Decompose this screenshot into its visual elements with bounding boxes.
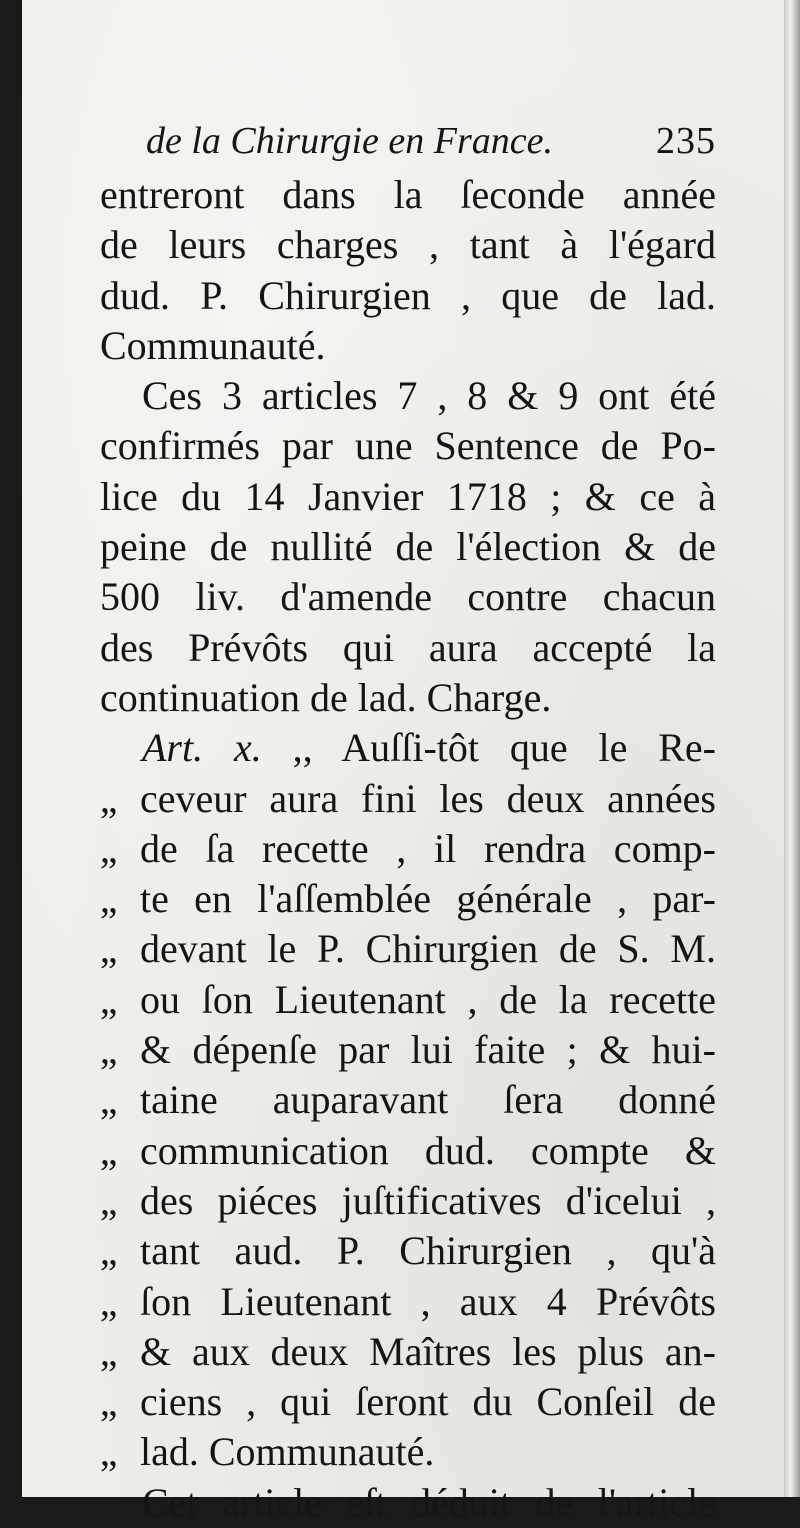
text-line: tant aud. P. Chirurgien , qu'à [140, 1228, 716, 1274]
quote-mark: ,, [100, 1429, 116, 1475]
quoted-line [100, 1025, 716, 1075]
running-header [100, 112, 716, 170]
quote-mark: ,, [100, 876, 116, 922]
quote-mark: ,, [100, 775, 116, 821]
quoted-line [100, 1277, 716, 1327]
text-line: ou ſon Lieutenant , de la recette [140, 976, 716, 1022]
quoted-line [100, 824, 716, 874]
text-line: Ces 3 articles 7 , 8 & 9 ont été [142, 373, 716, 419]
quoted-line [100, 1226, 716, 1276]
quoted-line [100, 774, 716, 824]
text-line: te en l'aſſemblée générale , par- [140, 876, 716, 922]
quoted-line [100, 874, 716, 924]
quote-mark: ,, [100, 1177, 116, 1223]
quoted-article-text [100, 774, 716, 1478]
text-line: confirmés par une Sentence de Po- [100, 423, 716, 469]
quote-mark: ,, [100, 1278, 116, 1324]
quote-mark: ,, [100, 976, 116, 1022]
quote-mark: ,, [100, 926, 116, 972]
quoted-line [100, 1427, 716, 1477]
quote-mark: ,, [100, 1027, 116, 1073]
text-line: de leurs charges , tant à l'égard [100, 222, 716, 268]
page-edge [784, 0, 800, 1497]
article-heading-line [100, 723, 716, 773]
text-line: Communauté. [100, 322, 326, 368]
text-line: dud. P. Chirurgien , que de lad. [100, 272, 716, 318]
quoted-line [100, 1327, 716, 1377]
quoted-line [100, 1126, 716, 1176]
running-title: de la Chirurgie en France. [146, 120, 554, 162]
text-line: entreront dans la ſeconde année [100, 172, 716, 217]
quoted-line [100, 924, 716, 974]
quoted-line [100, 1377, 716, 1427]
text-line: des Prévôts qui aura accepté la [100, 624, 716, 670]
quote-mark: ,, [100, 1127, 116, 1173]
quote-mark: ,, [100, 1379, 116, 1425]
text-line: peine de nullité de l'élection & de [100, 524, 716, 570]
text-line: & dépenſe par lui faite ; & hui- [140, 1027, 716, 1073]
text-line: & aux deux Maîtres les plus an- [140, 1328, 716, 1374]
text-line: Cet article eſt déduit de l'article [142, 1479, 716, 1525]
article-label: Art. x. [142, 725, 262, 771]
quote-mark: ,, [100, 1228, 116, 1274]
text-line: communication dud. compte & [140, 1127, 716, 1173]
text-line: 500 liv. d'amende contre chacun [100, 574, 716, 620]
text-line: lad. Communauté. [140, 1429, 435, 1475]
quote-mark: ,, [100, 825, 116, 871]
quote-mark: ,, [100, 1077, 116, 1123]
text-line: ceveur aura fini les deux années [140, 775, 716, 821]
text-line: des piéces juſtificatives d'icelui , [140, 1177, 716, 1223]
text-line: taine auparavant ſera donné [140, 1077, 716, 1123]
body-text [100, 112, 716, 1528]
quoted-line [100, 1075, 716, 1125]
text-line: devant le P. Chirurgien de S. M. [140, 926, 716, 972]
text-line: ſon Lieutenant , aux 4 Prévôts [140, 1278, 716, 1324]
quoted-line [100, 1176, 716, 1226]
text-line: de ſa recette , il rendra comp- [140, 825, 716, 871]
text-line: continuation de lad. Charge. [100, 674, 552, 720]
text-line: ,, Auſſi-tôt que le Re- [292, 725, 716, 771]
text-line: lice du 14 Janvier 1718 ; & ce à [100, 473, 716, 519]
text-line: ciens , qui ſeront du Conſeil de [140, 1379, 716, 1425]
page-number: 235 [656, 120, 716, 162]
quoted-line [100, 975, 716, 1025]
quote-mark: ,, [100, 1328, 116, 1374]
